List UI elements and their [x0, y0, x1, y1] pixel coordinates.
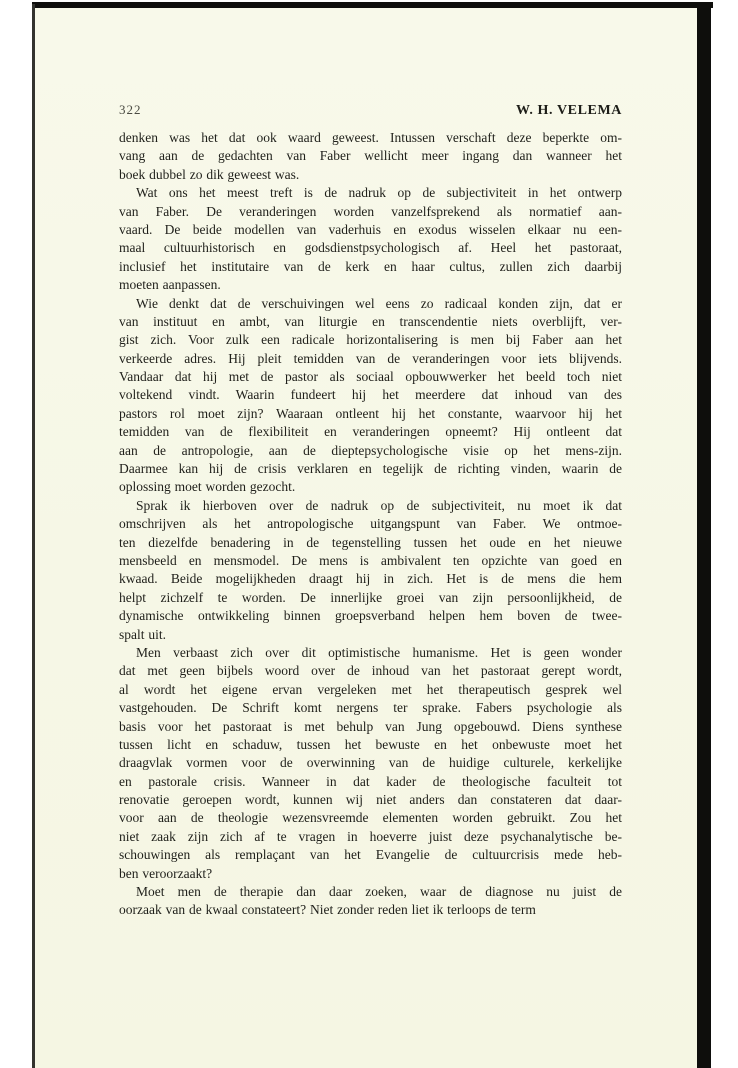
text-line: en pastorale crisis. Wanneer in dat kader de theologische faculteit tot — [119, 773, 622, 789]
paragraph — [119, 497, 622, 644]
text-line: helpt zichzelf te worden. De innerlijke groei van zijn persoonlijkheid, de — [119, 589, 622, 605]
text-line: Moet men de therapie dan daar zoeken, waar de diagnose nu juist de — [136, 884, 622, 900]
text-line: van Faber. De veranderingen worden vanzelfsprekend als normatief aan- — [119, 203, 622, 219]
text-line: mensbeeld en mensmodel. De mens is ambivalent ten opzichte van goed en — [119, 552, 622, 568]
text-line: boek dubbel zo dik geweest was. — [119, 166, 300, 182]
text-line: voor aan de theologie wezensvreemde elementen worden gebruikt. Zou het — [119, 810, 622, 826]
text-line: Wat ons het meest treft is de nadruk op de subjectiviteit in het ontwerp — [136, 185, 622, 201]
running-header — [119, 102, 622, 119]
text-line: renovatie geroepen wordt, kunnen wij niet anders dan constateren dat daar- — [119, 792, 622, 808]
text-line: schouwingen als remplaçant van het Evangelie de cultuurcrisis mede heb- — [119, 847, 622, 863]
text-line: van instituut en ambt, van liturgie en transcendentie niets overblijft, ver- — [119, 313, 622, 329]
text-line: dat met geen bijbels woord over de inhoud van het pastoraat gerept wordt, — [119, 663, 622, 679]
text-line: vang aan de gedachten van Faber wellicht meer ingang dan wanneer het — [119, 148, 622, 164]
paragraph — [119, 184, 622, 294]
text-line: denken was het dat ook waard geweest. Intussen verschaft deze beperkte om- — [119, 130, 622, 145]
text-line: oorzaak van de kwaal constateert? Niet zonder reden liet ik terloops de term — [119, 902, 536, 918]
page-number: 322 — [119, 102, 142, 117]
text-line: spalt uit. — [119, 626, 166, 642]
text-line: moeten aanpassen. — [119, 277, 221, 293]
text-line: draagvlak vormen voor de overwinning van de huidige culturele, kerkelijke — [119, 755, 622, 771]
paragraph — [119, 295, 622, 497]
text-line: gist zich. Voor zulk een radicale horizontalisering is men bij Faber aan het — [119, 332, 622, 348]
text-line: kwaad. Beide mogelijkheden draagt hij in zich. Het is de mens die hem — [119, 571, 622, 587]
text-line: inclusief het institutaire van de kerk en haar cultus, zullen zich daarbij — [119, 258, 622, 274]
text-line: Men verbaast zich over dit optimistische humanisme. Het is geen wonder — [136, 644, 622, 660]
text-line: tussen licht en schaduw, tussen het bewuste en het onbewuste moet het — [119, 736, 622, 752]
text-line: maal cultuurhistorisch en godsdienstpsychologisch af. Heel het pastoraat, — [119, 240, 622, 256]
text-line: aan de antropologie, aan de dieptepsychologische visie op het mens-zijn. — [119, 442, 622, 458]
text-line: Daarmee kan hij de crisis verklaren en tegelijk de richting vinden, waarin de — [119, 461, 622, 477]
text-line: ten diezelfde benadering in de tegenstelling tussen het oude en het nieuwe — [119, 534, 622, 550]
page-body — [119, 129, 622, 920]
paper-page — [35, 8, 697, 1068]
text-line: vaard. De beide modellen van vaderhuis en exodus wisselen elkaar nu een- — [119, 221, 622, 237]
text-line: ben veroorzaakt? — [119, 865, 213, 881]
text-line: dynamische ontwikkeling binnen groepsverband helpen hem boven de twee- — [119, 608, 622, 624]
text-line: niet zaak zijn zich af te vragen in hoeverre juist deze psychanalytische be- — [119, 828, 622, 844]
text-line: vastgehouden. De Schrift komt nergens ter sprake. Fabers psychologie als — [119, 700, 622, 716]
paragraph — [119, 883, 622, 920]
text-line: Sprak ik hierboven over de nadruk op de subjectiviteit, nu moet ik dat — [136, 497, 622, 513]
running-head-author: W. H. VELEMA — [516, 103, 622, 118]
text-line: temidden van de flexibiliteit en veranderingen opneemt? Hij ontleent dat — [119, 424, 622, 440]
text-line: oplossing moet worden gezocht. — [119, 479, 296, 495]
scan-edge-right — [697, 2, 711, 1068]
text-line: verkeerde adres. Hij pleit temidden van de veranderingen voor iets blijvends. — [119, 350, 622, 366]
text-line: pastors rol moet zijn? Waaraan ontleent hij het constante, waarvoor hij het — [119, 405, 622, 421]
text-line: al wordt het eigene ervan vergeleken met het therapeutisch gesprek wel — [119, 681, 622, 697]
text-line: voltekend vindt. Waarin fundeert hij het meerdere dat inhoud van des — [119, 387, 622, 403]
paragraph — [119, 129, 622, 184]
text-line: basis voor het pastoraat is met behulp van Jung opgebouwd. Diens synthese — [119, 718, 622, 734]
paragraph — [119, 644, 622, 883]
text-line: Vandaar dat hij met de pastor als sociaal opbouwwerker het beeld toch niet — [119, 369, 622, 385]
text-line: Wie denkt dat de verschuivingen wel eens zo radicaal konden zijn, dat er — [136, 295, 622, 311]
text-line: omschrijven als het antropologische uitgangspunt van Faber. We ontmoe- — [119, 516, 622, 532]
